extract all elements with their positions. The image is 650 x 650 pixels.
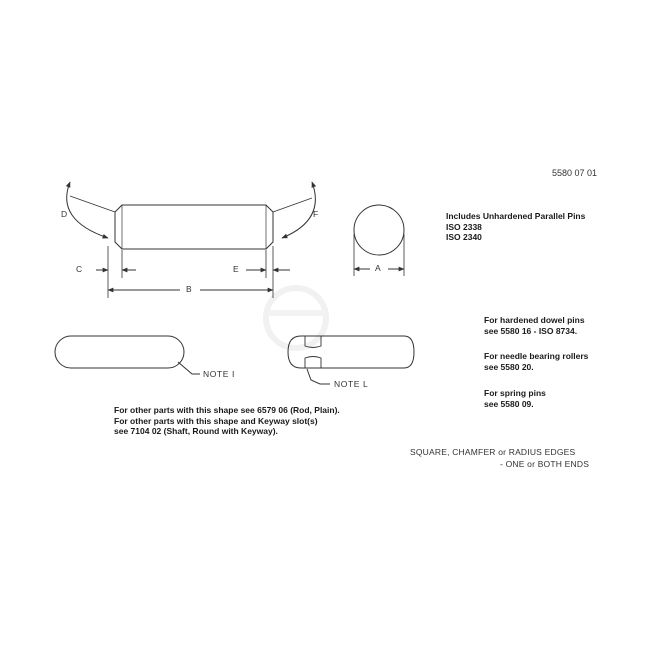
edges-line-2: - ONE or BOTH ENDS (500, 459, 590, 469)
pin-body-chamfered (115, 205, 273, 249)
edges-line-1: SQUARE, CHAMFER or RADIUS EDGES (410, 447, 576, 457)
related-spring-line-1: For spring pins (484, 388, 546, 398)
pin-body-rounded (55, 336, 184, 368)
angle-f-extension (273, 198, 312, 212)
angle-d-extension (70, 196, 115, 212)
includes-line-3: ISO 2340 (446, 232, 482, 243)
related-dowel-line-2: see 5580 16 - ISO 8734. (484, 325, 578, 336)
related-needle (484, 351, 588, 372)
other-parts-line-1: For other parts with this shape see 6579 06 (Rod, Plain). (114, 405, 340, 415)
dim-label-b: B (186, 284, 192, 294)
watermark-logo (266, 288, 326, 348)
dim-label-c: C (76, 264, 83, 274)
includes-line-1: Includes Unhardened Parallel Pins (446, 211, 586, 221)
related-spring-line-2: see 5580 09. (484, 398, 534, 409)
includes-block (446, 211, 585, 243)
other-parts-line-3: see 7104 02 (Shaft, Round with Keyway). (114, 426, 278, 437)
dim-label-a: A (375, 263, 381, 273)
note-l-leader (307, 369, 330, 384)
dim-label-d: D (61, 209, 68, 219)
related-dowel (484, 315, 585, 336)
drawing-number: 5580 07 01 (552, 168, 598, 178)
angle-f-arc (282, 182, 315, 238)
pin-body-keyway (288, 336, 414, 368)
note-l-label: NOTE L (334, 379, 369, 389)
dim-label-f: F (313, 209, 319, 219)
angle-d-arc (67, 182, 108, 238)
other-parts-block (114, 405, 340, 437)
related-dowel-line-1: For hardened dowel pins (484, 315, 585, 325)
includes-line-2: ISO 2338 (446, 221, 482, 232)
note-1-label: NOTE I (203, 369, 235, 379)
end-view-circle (354, 205, 404, 255)
related-needle-line-1: For needle bearing rollers (484, 351, 589, 361)
dim-label-e: E (233, 264, 239, 274)
related-spring (484, 388, 546, 409)
note-1-leader (178, 362, 200, 374)
related-needle-line-2: see 5580 20. (484, 361, 534, 372)
other-parts-line-2: For other parts with this shape and Keyway slot(s) (114, 415, 318, 426)
